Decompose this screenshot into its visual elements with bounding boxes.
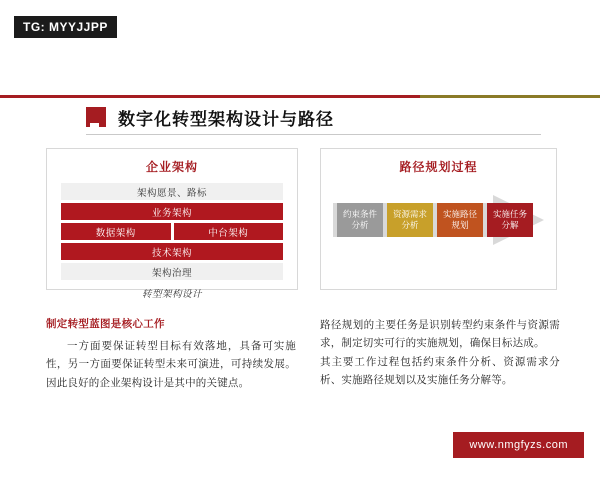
arch-row-midplatform: 中台架构	[174, 223, 284, 240]
title-divider	[86, 134, 541, 135]
arch-row-business: 业务架构	[61, 203, 283, 220]
right-body-paragraph-1: 路径规划的主要任务是识别转型约束条件与资源需求，制定切实可行的实施规划，确保目标达成。	[320, 319, 560, 350]
enterprise-architecture-panel	[46, 148, 298, 300]
process-step-task: 实施任务分解	[487, 203, 533, 237]
tg-watermark-tag: TG: MYYJJPP	[14, 16, 117, 38]
process-step-path: 实施路径规划	[437, 203, 483, 237]
path-planning-heading: 路径规划过程	[399, 160, 478, 174]
left-body-paragraph: 一方面要保证转型目标有效落地，具备可实施性，另一方面要保证转型未来可演进，可持续发展。因此良好的企业架构设计是其中的关键点。	[46, 340, 296, 389]
left-body-lead: 制定转型蓝图是核心工作	[46, 318, 165, 330]
page-title-row	[86, 100, 546, 134]
process-step-resource: 资源需求分析	[387, 203, 433, 237]
architecture-stack	[61, 183, 283, 280]
footer-url-badge[interactable]: www.nmgfyzs.com	[453, 432, 584, 458]
header-rule-left	[0, 95, 420, 98]
arch-split-row	[61, 223, 283, 240]
process-step-constraint: 约束条件分析	[337, 203, 383, 237]
arch-row-vision: 架构愿景、路标	[61, 183, 283, 200]
arch-row-data: 数据架构	[61, 223, 171, 240]
title-bullet-icon	[86, 107, 106, 127]
left-body-text	[46, 316, 296, 392]
architecture-caption: 转型架构设计	[141, 289, 202, 300]
arch-row-technology: 技术架构	[61, 243, 283, 260]
process-step-list	[337, 203, 533, 237]
right-body-paragraph-2: 其主要工作过程包括约束条件分析、资源需求分析、实施路径规划以及实施任务分解等。	[320, 355, 560, 387]
page-title: 数字化转型架构设计与路径	[118, 109, 334, 129]
enterprise-architecture-heading: 企业架构	[145, 160, 198, 174]
arch-row-governance: 架构治理	[61, 263, 283, 280]
header-rule-right	[420, 95, 600, 98]
path-planning-panel	[320, 148, 557, 290]
right-body-text	[320, 316, 560, 390]
path-planning-process	[333, 189, 544, 251]
